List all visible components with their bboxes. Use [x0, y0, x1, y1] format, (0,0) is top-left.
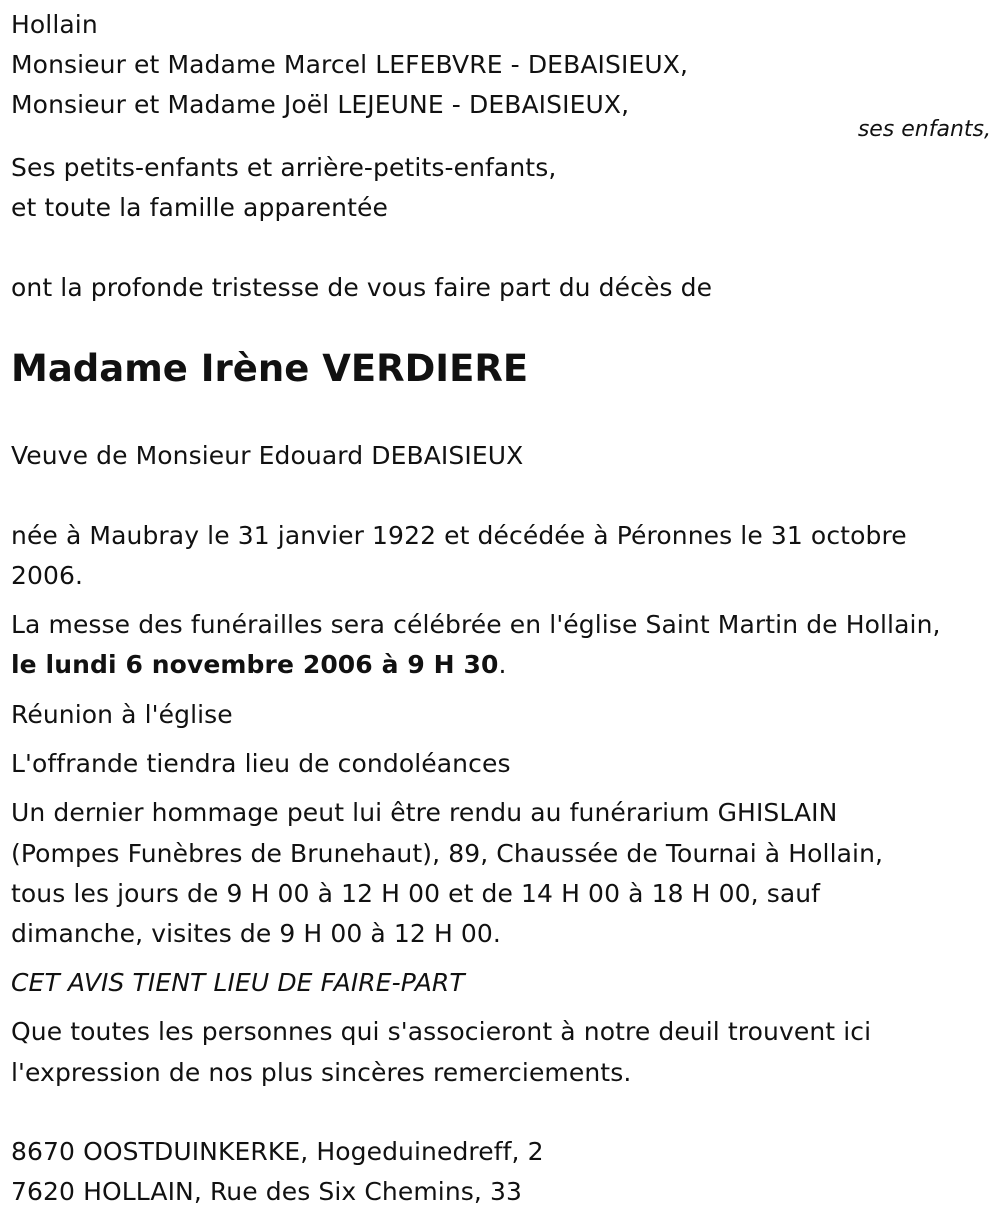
tribute-line-4: dimanche, visites de 9 H 00 à 12 H 00.	[11, 919, 501, 948]
mass-date: le lundi 6 novembre 2006 à 9 H 30	[11, 650, 499, 679]
thanks-line-1: Que toutes les personnes qui s'associeront à notre deuil trouvent ici	[11, 1017, 872, 1046]
address-1: 8670 OOSTDUINKERKE, Hogeduinedreff, 2	[11, 1137, 544, 1166]
grandchildren-line: Ses petits-enfants et arrière-petits-enfants,	[11, 153, 557, 182]
mass-date-line	[11, 650, 507, 680]
mass-date-suffix: .	[498, 650, 507, 679]
meeting-text: Réunion à l'église	[11, 700, 233, 729]
deceased-name: Madame Irène VERDIERE	[11, 347, 529, 390]
family-line-3: et toute la famille apparentée	[11, 193, 388, 222]
birth-death-line-2: 2006.	[11, 561, 84, 590]
intro-text: ont la profonde tristesse de vous faire part du décès de	[11, 273, 713, 302]
address-2: 7620 HOLLAIN, Rue des Six Chemins, 33	[11, 1177, 522, 1206]
location: Hollain	[11, 10, 98, 39]
family-line-1: Monsieur et Madame Marcel LEFEBVRE - DEBAISIEUX,	[11, 50, 689, 79]
tribute-line-1: Un dernier hommage peut lui être rendu au funérarium GHISLAIN	[11, 798, 838, 827]
offering-text: L'offrande tiendra lieu de condoléances	[11, 749, 511, 778]
children-label: ses enfants,	[857, 117, 991, 142]
thanks-line-2: l'expression de nos plus sincères remerciements.	[11, 1058, 632, 1087]
tribute-line-3: tous les jours de 9 H 00 à 12 H 00 et de 14 H 00 à 18 H 00, sauf	[11, 879, 821, 908]
tribute-line-2: (Pompes Funèbres de Brunehaut), 89, Chaussée de Tournai à Hollain,	[11, 839, 884, 868]
death-notice	[11, 0, 991, 1227]
notice-text: CET AVIS TIENT LIEU DE FAIRE-PART	[11, 968, 465, 997]
widow-of: Veuve de Monsieur Edouard DEBAISIEUX	[11, 441, 524, 470]
family-line-2: Monsieur et Madame Joël LEJEUNE - DEBAISIEUX,	[11, 90, 630, 119]
mass-line: La messe des funérailles sera célébrée en l'église Saint Martin de Hollain,	[11, 610, 941, 639]
birth-death-line-1: née à Maubray le 31 janvier 1922 et décédée à Péronnes le 31 octobre	[11, 521, 907, 550]
